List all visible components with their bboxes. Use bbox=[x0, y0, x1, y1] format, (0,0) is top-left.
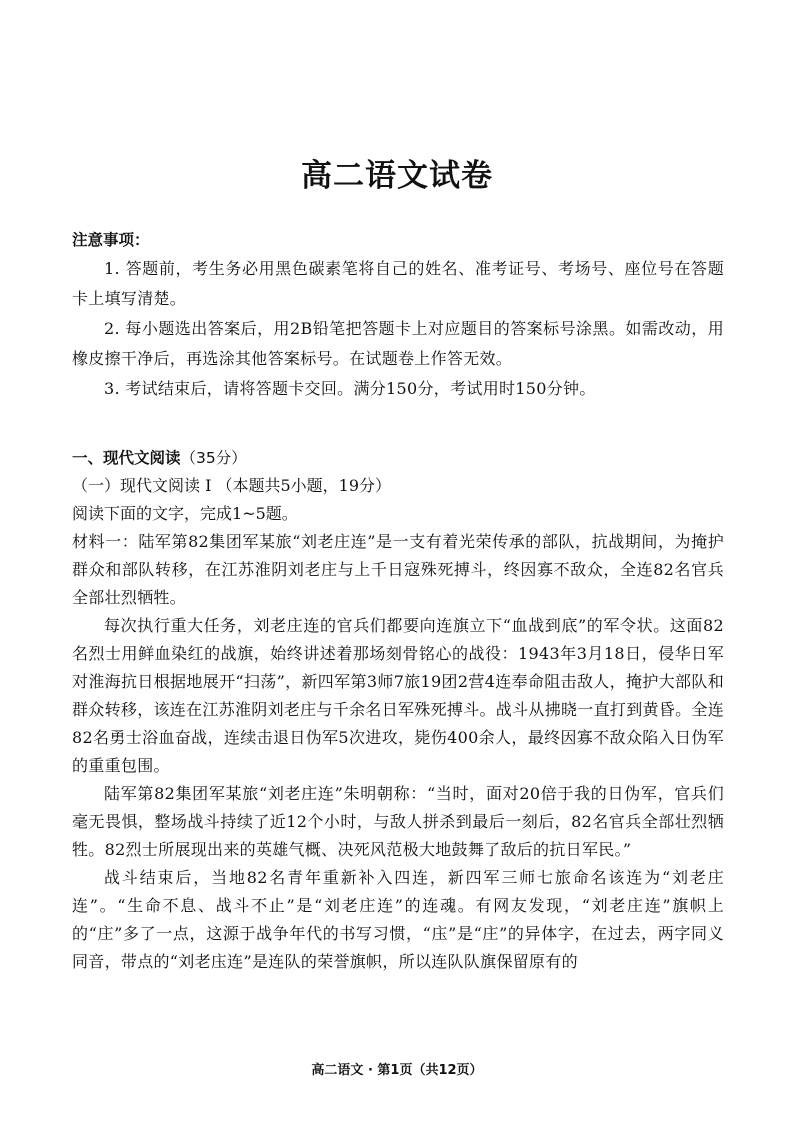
material-paragraph: 每次执行重大任务，刘老庄连的官兵们都要向连旗立下“血战到底”的军令状。这面82名烈士用鲜血染红的战旗，始终讲述着那场刻骨铭心的战役：1943年3月18日，侵华日军对淮海抗日根据地展开“扫荡”，新四军第3师7旅19团2营4连奉命阻击敌人，掩护大部队和群众转移，该连在江苏淮阴刘老庄与千余名日军殊死搏斗。战斗从拂晓一直打到黄昏。全连82名勇士浴血奋战，连续击退日伪军5次进攻，毙伤400余人，最终因寡不敌众陷入日伪军的重重包围。 bbox=[72, 616, 725, 775]
material-intro-paragraph: 材料一：陆军第82集团军某旅“刘老庄连”是一支有着光荣传承的部队，抗战期间，为掩护群众和部队转移，在江苏淮阴刘老庄与上千日寇殊死搏斗，终因寡不敌众，全连82名官兵全部壮烈牺牲。 bbox=[72, 532, 724, 607]
reading-instruction: 阅读下面的文字，完成1~5题。 bbox=[72, 504, 298, 523]
section-heading bbox=[72, 444, 724, 472]
section-heading-score: （35分） bbox=[180, 449, 247, 467]
material-paragraph: 陆军第82集团军某旅“刘老庄连”朱明朝称：“当时，面对20倍于我的日伪军，官兵们毫无畏惧，整场战斗持续了近12个小时，与敌人拼杀到最后一刻后，82名官兵全部壮烈牺牲。82烈士所展现出来的英雄气概、决死风范极大地鼓舞了敌后的抗日军民。” bbox=[72, 784, 724, 859]
page-footer: 高二语文 · 第1页（共12页） bbox=[311, 1063, 483, 1078]
notice-list bbox=[72, 254, 724, 404]
notice-item: 1. 答题前，考生务必用黑色碳素笔将自己的姓名、准考证号、考场号、座位号在答题卡上填写清楚。 bbox=[72, 259, 724, 308]
material-paragraph: 战斗结束后，当地82名青年重新补入四连，新四军三师七旅命名该连为“刘老庄连”。“生命不息、战斗不止”是“刘老庄连”的连魂。有网友发现，“刘老庄连”旗帜上的“庄”多了一点，这源于战争年代的书写习惯，“庒”是“庄”的异体字，在过去，两字同义同音，带点的“刘老庒连”是连队的荣誉旗帜，所以连队队旗保留原有的 bbox=[72, 868, 724, 971]
material-one bbox=[72, 528, 724, 976]
notice-item: 2. 每小题选出答案后，用2B铅笔把答题卡上对应题目的答案标号涂黑。如需改动，用橡皮擦干净后，再选涂其他答案标号。在试题卷上作答无效。 bbox=[72, 319, 724, 368]
notice-heading: 注意事项： bbox=[72, 231, 150, 249]
notice-item: 3. 考试结束后，请将答题卡交回。满分150分，考试用时150分钟。 bbox=[104, 379, 596, 398]
sub-section-heading: （一）现代文阅读 I （本题共5小题，19分） bbox=[72, 476, 392, 495]
page-content bbox=[72, 226, 724, 976]
page-title: 高二语文试卷 bbox=[301, 158, 493, 194]
section-heading-title: 一、现代文阅读 bbox=[72, 449, 181, 467]
